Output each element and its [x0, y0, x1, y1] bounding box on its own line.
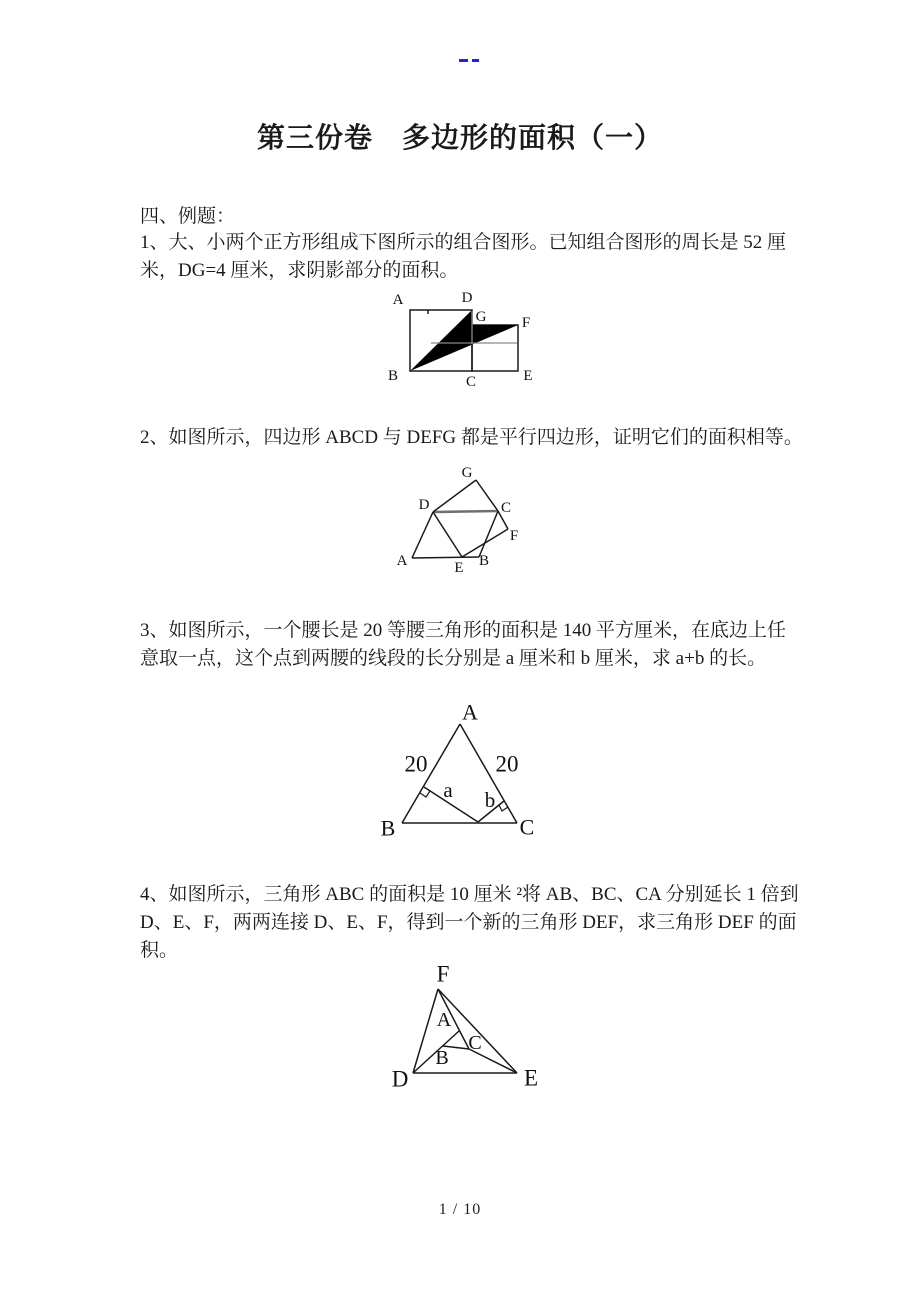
- figure-label: D: [461, 290, 473, 306]
- figure-3-isosceles-triangle: [375, 700, 555, 845]
- text-line: 1、大、小两个正方形组成下图所示的组合图形。已知组合图形的周长是 52 厘: [140, 232, 787, 253]
- figure-label: A: [392, 292, 404, 308]
- text-line: 2、如图所示，四边形 ABCD 与 DEFG 都是平行四边形，证明它们的面积相等。: [140, 427, 803, 448]
- blue-dash-icon: [459, 59, 468, 62]
- figure-label: E: [523, 368, 533, 384]
- right-angle-mark: [420, 791, 430, 797]
- figure-label: F: [436, 961, 450, 987]
- problem-4-text: [140, 881, 830, 965]
- figure-label: F: [521, 315, 531, 331]
- edge-DA: [412, 512, 433, 558]
- page-number: 1 / 10: [438, 1201, 482, 1218]
- text-line: 米，DG=4 厘米，求阴影部分的面积。: [140, 260, 459, 281]
- figure-label: C: [519, 814, 535, 840]
- problem-3-text: [140, 617, 830, 673]
- edge-BC: [479, 511, 498, 557]
- edge-DC: [433, 511, 498, 512]
- figure-label: B: [380, 815, 396, 841]
- edge-FD: [413, 989, 438, 1073]
- figure-label: B: [478, 553, 490, 569]
- figure-label: E: [454, 560, 464, 576]
- figure-label: D: [418, 497, 430, 513]
- figure-label: B: [387, 368, 399, 384]
- text-line: 4、如图所示，三角形 ABC 的面积是 10 厘米 ²将 AB、BC、CA 分别延长 1 倍到: [140, 884, 799, 905]
- figure-label: D: [391, 1066, 409, 1092]
- figure-label: E: [523, 1065, 539, 1091]
- figure-label: C: [465, 374, 477, 390]
- page-title: 第三份卷 多边形的面积（一）: [256, 123, 663, 154]
- figure-side-length: 20: [404, 751, 428, 777]
- figure-label: A: [396, 553, 408, 569]
- figure-label: G: [461, 465, 473, 481]
- figure-label: a: [443, 778, 453, 802]
- text-line: D、E、F，两两连接 D、E、F，得到一个新的三角形 DEF，求三角形 DEF 的面积。: [140, 912, 797, 961]
- figure-label: A: [462, 700, 478, 725]
- figure-label: C: [500, 500, 512, 516]
- figure-label: F: [509, 528, 519, 544]
- edge-AB: [412, 557, 479, 558]
- blue-dash-icon: [472, 59, 479, 62]
- figure-label: G: [475, 309, 487, 325]
- figure-2-parallelograms: [380, 460, 555, 585]
- shaded-region: [410, 310, 518, 371]
- edge-GC: [476, 480, 498, 511]
- edge-EF: [438, 989, 517, 1073]
- section-heading: 四、例题：: [140, 206, 236, 227]
- figure-4-triangle-def: [385, 960, 550, 1095]
- problem-1-text: [140, 229, 830, 285]
- text-line: 意取一点，这个点到两腰的线段的长分别是 a 厘米和 b 厘米，求 a+b 的长。: [140, 648, 767, 669]
- edge-GD: [433, 480, 476, 512]
- problem-2-text: [140, 424, 830, 452]
- figure-side-length: 20: [495, 751, 519, 777]
- figure-label: C: [468, 1032, 482, 1054]
- text-line: 3、如图所示，一个腰长是 20 等腰三角形的面积是 140 平方厘米，在底边上任: [140, 620, 787, 641]
- edge-DE: [433, 512, 462, 557]
- figure-label: b: [484, 788, 496, 812]
- blue-dashes-icon: [459, 59, 479, 62]
- figure-1-squares: [380, 290, 550, 395]
- figure-label: B: [435, 1047, 449, 1069]
- figure-label: A: [436, 1009, 452, 1031]
